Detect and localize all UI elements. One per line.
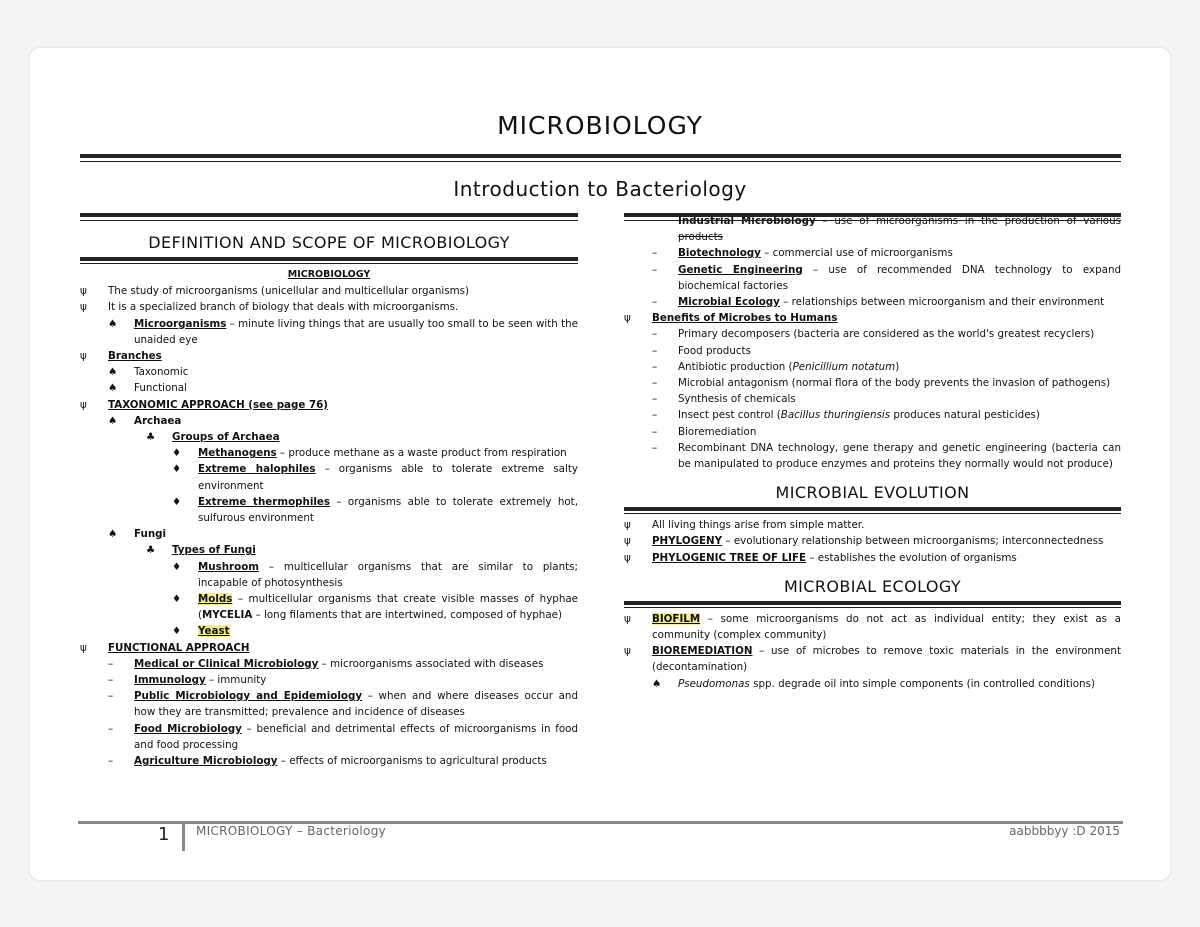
list-item (624, 643, 1121, 675)
document-page (30, 48, 1170, 880)
bullet-icon: ♦ (172, 447, 182, 460)
list-text: Taxonomic (134, 366, 189, 379)
list-item (80, 316, 578, 348)
footer-divider (182, 821, 185, 851)
bullet-icon: ♦ (172, 625, 182, 638)
bullet-icon: – (108, 690, 114, 703)
list-text: – use of microbes to remove toxic materials in the environment (decontamination) (652, 645, 1121, 674)
list-text: Extreme thermophiles (198, 495, 331, 508)
bullet-icon: – (108, 755, 114, 768)
bullet-icon: ♦ (172, 593, 182, 606)
list-text: PHYLOGENY (652, 535, 723, 548)
list-text: – immunity (205, 674, 267, 687)
footer-right-text: aabbbbyy :D 2015 (1009, 824, 1120, 838)
list-item (80, 640, 578, 656)
list-text: MYCELIA (202, 609, 253, 622)
section-rule (624, 507, 1121, 514)
list-item (80, 672, 578, 688)
list-text: Extreme halophiles (198, 463, 316, 476)
list-item (624, 676, 1121, 692)
list-item (80, 348, 578, 364)
list-text: – some microorganisms do not act as individual entity; they exist as a community (complex community) (652, 612, 1121, 642)
list-item (80, 461, 578, 493)
list-text: produces natural pesticides) (890, 409, 1040, 422)
list-text: – establishes the evolution of organisms (806, 551, 1017, 564)
bullet-icon: – (652, 425, 658, 438)
list-text: Molds (198, 593, 233, 606)
list-item (80, 753, 578, 769)
list-item (624, 262, 1121, 294)
list-text: – effects of microorganisms to agricultural products (277, 755, 547, 768)
list-item (624, 424, 1121, 440)
bullet-icon: ♠ (652, 677, 662, 690)
list-text: It is a specialized branch of biology that deals with microorganisms. (108, 301, 459, 314)
list-text: Public Microbiology and Epidemiology (134, 690, 363, 703)
list-text: – evolutionary relationship between microorganisms; interconnectedness (722, 535, 1104, 548)
list-text: Synthesis of chemicals (678, 393, 796, 406)
bullet-icon: – (652, 409, 658, 422)
bullet-icon: – (652, 247, 658, 260)
footer-left-text: MICROBIOLOGY – Bacteriology (196, 824, 387, 838)
list-text: Genetic Engineering (678, 263, 803, 276)
list-item (80, 397, 578, 413)
list-text: Medical or Clinical Microbiology (134, 657, 319, 670)
list-text: The study of microorganisms (unicellular and multicellular organisms) (108, 285, 470, 298)
list-text: Immunology (134, 674, 206, 687)
list-text: Primary decomposers (bacteria are considered as the world's greatest recyclers) (678, 328, 1095, 341)
list-text: Yeast (198, 625, 230, 638)
list-item (80, 299, 578, 315)
list-item (80, 364, 578, 380)
bullet-icon: – (652, 360, 658, 373)
list-text: – organisms able to tolerate extreme salty environment (198, 463, 578, 492)
column-top-rule (80, 213, 578, 221)
list-text: All living things arise from simple matter. (652, 519, 865, 532)
list-item (624, 407, 1121, 423)
list-item (80, 656, 578, 672)
bullet-icon: ψ (624, 312, 631, 325)
list-item (80, 688, 578, 720)
list-text: Food products (678, 344, 751, 357)
list-item (624, 375, 1121, 391)
bullet-icon: ψ (80, 398, 87, 411)
page-number: 1 (158, 824, 170, 845)
list-item (624, 310, 1121, 326)
list-text: Bioremediation (678, 425, 757, 438)
section-rule (80, 257, 578, 264)
list-text: BIOFILM (652, 612, 701, 625)
list-item (80, 445, 578, 461)
list-text: Types of Fungi (172, 544, 256, 557)
list-text: Recombinant DNA technology, gene therapy and genetic engineering (bacteria can be manipulated to produce enzymes and proteins they normally would not produce) (678, 441, 1121, 471)
list-text: Fungi (134, 528, 167, 541)
list-text: BIOREMEDIATION (652, 645, 753, 658)
column-top-rule (624, 213, 1121, 221)
list-item (624, 611, 1121, 643)
bullet-icon: – (108, 722, 114, 735)
list-text: ) (895, 360, 900, 373)
list-item (624, 359, 1121, 375)
list-item (624, 245, 1121, 261)
list-text: Methanogens (198, 447, 277, 460)
list-item (80, 283, 578, 299)
bullet-icon: – (652, 393, 658, 406)
list-item (624, 391, 1121, 407)
bullet-icon: – (652, 377, 658, 390)
list-text: Mushroom (198, 560, 259, 573)
list-text: TAXONOMIC APPROACH (see page 76) (108, 398, 328, 411)
bullet-icon: ♠ (108, 414, 118, 427)
list-text: Pseudomonas (678, 677, 750, 690)
list-text: Groups of Archaea (172, 431, 280, 444)
list-item (80, 623, 578, 639)
list-text: – multicellular organisms that are similar to plants; incapable of photosynthesis (198, 560, 578, 589)
list-item (80, 542, 578, 558)
list-item (80, 559, 578, 591)
bullet-icon: – (652, 328, 658, 341)
list-text: Branches (108, 350, 162, 363)
bullet-icon: ♣ (146, 544, 156, 557)
bullet-icon: – (652, 263, 658, 276)
title-rule-thick (80, 154, 1121, 158)
list-text: Functional (134, 382, 187, 395)
section-title-evolution: MICROBIAL EVOLUTION (775, 483, 970, 503)
list-text: – use of microorganisms in the production of various products (678, 215, 1121, 244)
list-item (624, 440, 1121, 472)
list-text: PHYLOGENIC TREE OF LIFE (652, 551, 807, 564)
list-text: Bacillus thuringiensis (780, 409, 891, 422)
list-text: Microbial Ecology (678, 296, 780, 309)
list-item (80, 380, 578, 396)
section-title-ecology: MICROBIAL ECOLOGY (783, 576, 962, 596)
bullet-icon: – (108, 657, 114, 670)
list-item (624, 550, 1121, 566)
list-item (624, 294, 1121, 310)
bullet-icon: ψ (80, 301, 87, 314)
page-subtitle: Introduction to Bacteriology (453, 177, 747, 201)
list-item (80, 526, 578, 542)
list-text: Agriculture Microbiology (134, 755, 278, 768)
bullet-icon: – (652, 441, 658, 454)
bullet-icon: ♦ (172, 495, 182, 508)
right-column (624, 213, 1121, 692)
list-text: Food Microbiology (134, 722, 242, 735)
title-rule-thin (80, 161, 1121, 162)
list-item (624, 533, 1121, 549)
bullet-icon: ♠ (108, 366, 118, 379)
list-text: – minute living things that are usually too small to be seen with the unaided eye (134, 317, 578, 346)
bullet-icon: ♣ (146, 431, 156, 444)
list-text: Archaea (134, 414, 182, 427)
bullet-icon: ψ (624, 645, 631, 658)
bullet-icon: ψ (80, 350, 87, 363)
bullet-icon: ψ (624, 519, 631, 532)
page-title: MICROBIOLOGY (497, 111, 703, 140)
list-text: Microorganisms (134, 317, 227, 330)
list-text: – relationships between microorganism and their environment (779, 296, 1105, 309)
list-text: spp. degrade oil into simple components (in controlled conditions) (749, 677, 1095, 690)
list-text: Penicillium notatum (792, 360, 896, 373)
box-label: MICROBIOLOGY (287, 269, 371, 280)
left-column (80, 213, 578, 769)
bullet-icon: – (652, 296, 658, 309)
list-item (80, 721, 578, 753)
list-item (80, 494, 578, 526)
list-item (624, 326, 1121, 342)
list-text: Industrial Microbiology (678, 215, 816, 227)
bullet-icon: ψ (80, 285, 87, 298)
bullet-icon: – (108, 674, 114, 687)
list-text: – organisms able to tolerate extremely hot, sulfurous environment (198, 495, 578, 525)
bullet-icon: ψ (624, 612, 631, 625)
list-text: Biotechnology (678, 247, 761, 260)
list-text: Insect pest control ( (678, 409, 781, 422)
list-item (624, 517, 1121, 533)
bullet-icon: ♠ (108, 382, 118, 395)
list-text: – microorganisms associated with diseases (318, 657, 544, 670)
list-text: – produce methane as a waste product from respiration (276, 447, 567, 460)
section-title-definition: DEFINITION AND SCOPE OF MICROBIOLOGY (148, 233, 510, 252)
list-text: Benefits of Microbes to Humans (652, 312, 838, 325)
section-rule (624, 601, 1121, 608)
list-text: – beneficial and detrimental effects of microorganisms in food and food processing (134, 722, 578, 751)
bullet-icon: – (652, 344, 658, 357)
bullet-icon: ψ (80, 641, 87, 654)
bullet-icon: ψ (624, 551, 631, 564)
list-text: Microbial antagonism (normal flora of the body prevents the invasion of pathogens) (678, 377, 1111, 390)
bullet-icon: ♦ (172, 560, 182, 573)
list-item (624, 343, 1121, 359)
list-text: – multicellular organisms that create visible masses of hyphae ( (198, 593, 578, 622)
list-text: – when and where diseases occur and how they are transmitted; prevalence and incidence of diseases (134, 690, 578, 719)
bullet-icon: ψ (624, 535, 631, 548)
list-item (80, 591, 578, 623)
list-item (80, 413, 578, 429)
bullet-icon: ♠ (108, 528, 118, 541)
list-text: Antibiotic production ( (678, 360, 793, 373)
list-item (80, 429, 578, 445)
list-text: – use of recommended DNA technology to expand biochemical factories (678, 263, 1122, 292)
list-text: – commercial use of microorganisms (760, 247, 953, 260)
bullet-icon: ♦ (172, 463, 182, 476)
bullet-icon: ♠ (108, 317, 118, 330)
list-text: – long filaments that are intertwined, composed of hyphae) (252, 609, 562, 622)
list-text: FUNCTIONAL APPROACH (108, 641, 250, 654)
